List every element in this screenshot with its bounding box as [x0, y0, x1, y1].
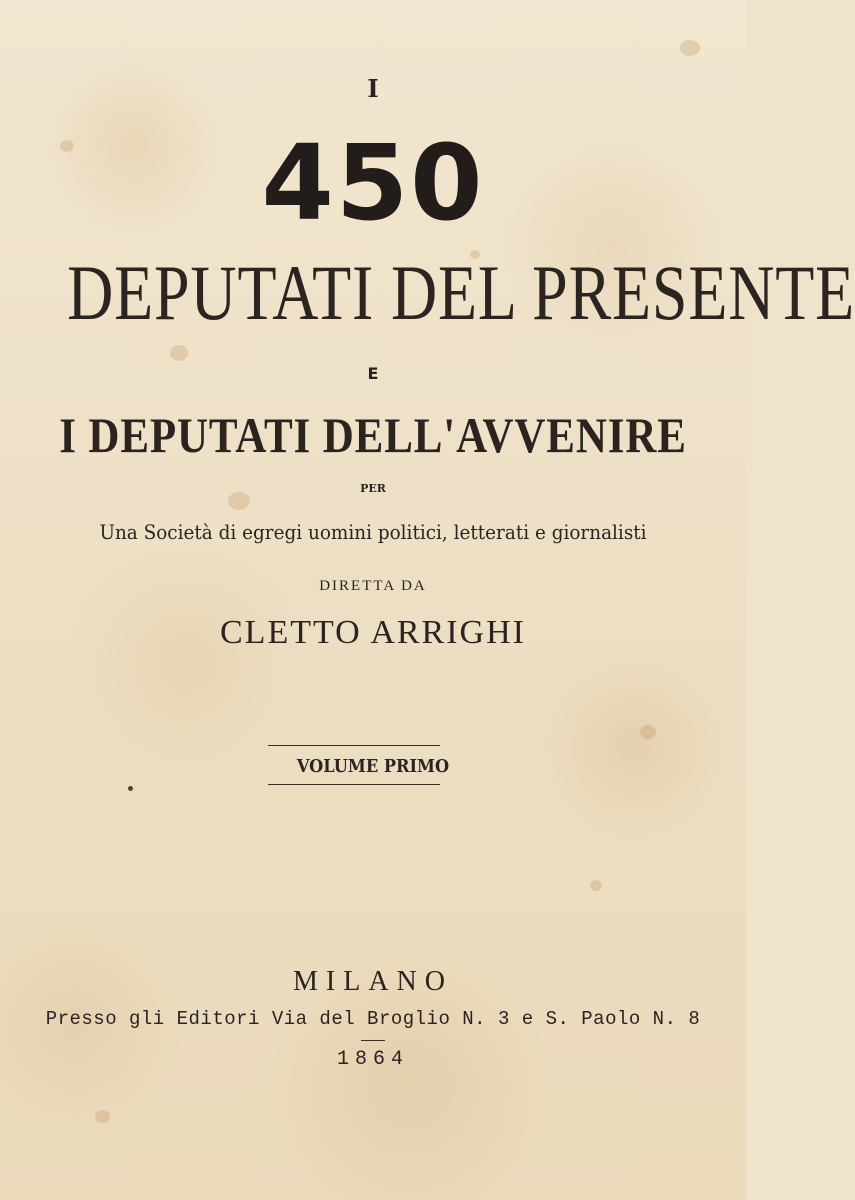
foxing-spot	[590, 880, 602, 891]
volume-label: VOLUME PRIMO	[296, 756, 450, 777]
title-article: I	[367, 74, 379, 103]
authors-line: Una Società di egregi uomini politici, letterati e giornalisti	[99, 520, 647, 544]
foxing-spot	[95, 1110, 110, 1123]
conjunction: E	[367, 364, 379, 383]
subtitle: I DEPUTATI DELL'AVVENIRE	[59, 407, 687, 463]
foxing-spot	[640, 725, 656, 739]
foxing-spot	[128, 786, 133, 791]
imprint-year: 1864	[336, 1048, 409, 1071]
publisher-line: Presso gli Editori Via del Broglio N. 3 e S. Paolo N. 8	[45, 1008, 701, 1030]
foxing-spot	[170, 345, 188, 361]
directed-by-label: DIRETTA DA	[319, 578, 427, 594]
main-title: DEPUTATI DEL PRESENTE	[67, 249, 855, 336]
imprint-rule	[361, 1040, 385, 1041]
preposition: PER	[360, 482, 386, 495]
foxing-spot	[680, 40, 700, 56]
editor-name: CLETTO ARRIGHI	[220, 614, 526, 651]
title-number: 450	[261, 122, 485, 244]
imprint-city: MILANO	[293, 966, 453, 997]
